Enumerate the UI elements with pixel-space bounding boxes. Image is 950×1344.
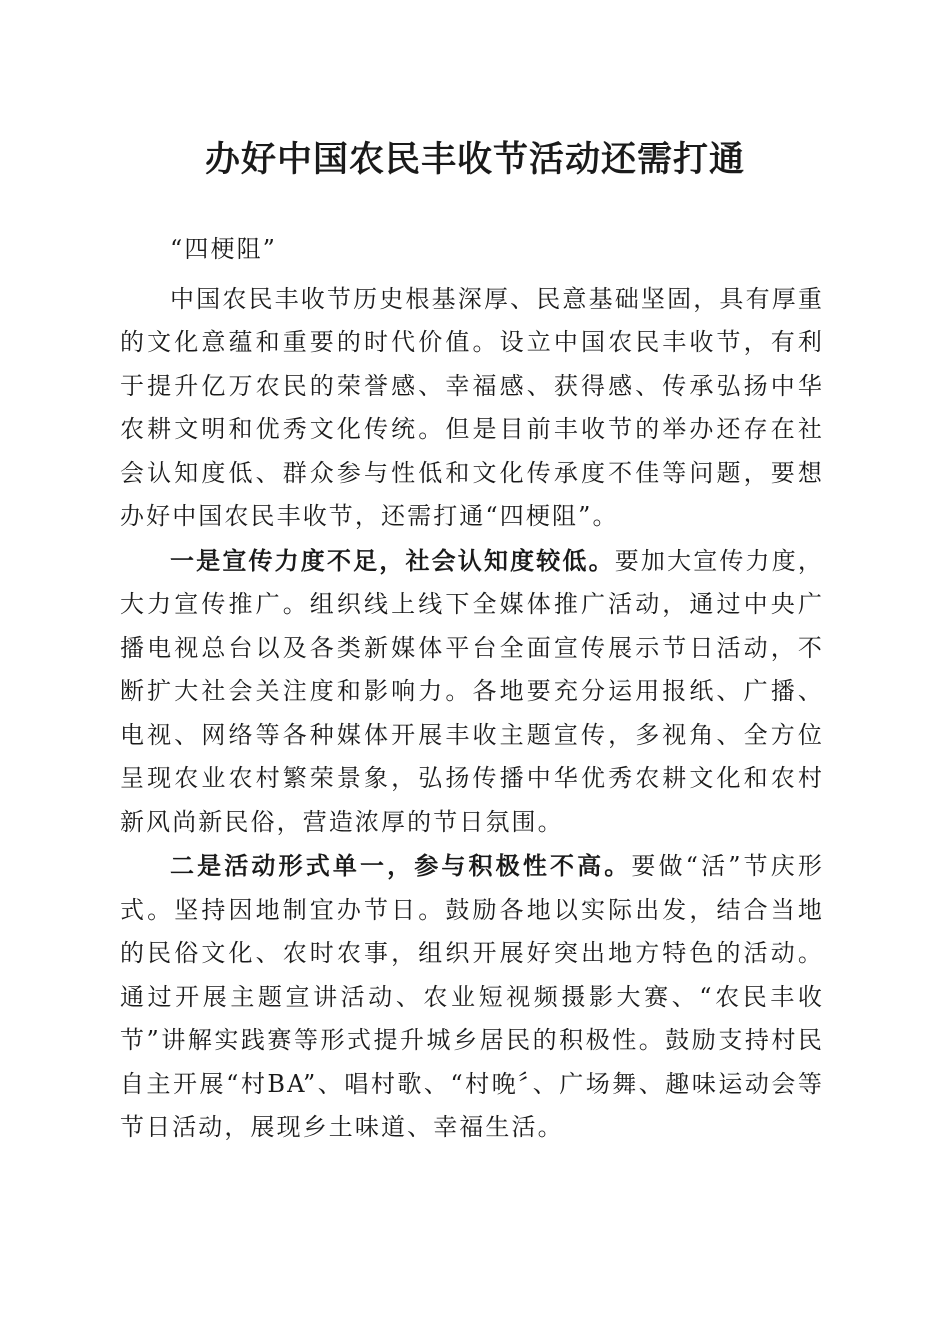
- paragraph-text: 中国农民丰收节历史根基深厚、民意基础坚固，具有厚重的文化意蕴和重要的时代价值。设立中国农民丰收节，有利于提升亿万农民的荣誉感、幸福感、获得感、传承弘扬中华农耕文明和优秀文化传统。但是目前丰收节的举办还存在社会认知度低、群众参与性低和文化传承度不佳等问题，要想办好中国农民丰收节，还需打通“四梗阻”。: [120, 284, 824, 530]
- paragraph-lead: 二是活动形式单一，参与积极性不高。: [170, 851, 632, 880]
- document-title: 办好中国农民丰收节活动还需打通: [204, 139, 745, 180]
- paragraph-point-two: [120, 844, 824, 1150]
- document-body: [120, 228, 824, 1150]
- paragraph-lead: 一是宣传力度不足，社会认知度较低。: [170, 545, 615, 575]
- paragraph-point-one: [120, 539, 824, 845]
- paragraph-intro: [120, 278, 824, 539]
- document-subtitle: “四梗阻”: [170, 235, 278, 263]
- paragraph-text: 要做“活”节庆形式。坚持因地制宜办节日。鼓励各地以实际出发，结合当地的民俗文化、农时农事，组织开展好突出地方特色的活动。通过开展主题宣讲活动、农业短视频摄影大赛、“农民丰收节”讲解实践赛等形式提升城乡居民的积极性。鼓励支持村民自主开展“村BA”、唱村歌、“村晚〞、广场舞、趣味运动会等节日活动，展现乡土味道、幸福生活。: [120, 852, 824, 1141]
- paragraph-text: 要加大宣传力度，大力宣传推广。组织线上线下全媒体推广活动，通过中央广播电视总台以及各类新媒体平台全面宣传展示节日活动，不断扩大社会关注度和影响力。各地要充分运用报纸、广播、电视、网络等各种媒体开展丰收主题宣传，多视角、全方位呈现农业农村繁荣景象，弘扬传播中华优秀农耕文化和农村新风尚新民俗，营造浓厚的节日氛围。: [120, 546, 824, 836]
